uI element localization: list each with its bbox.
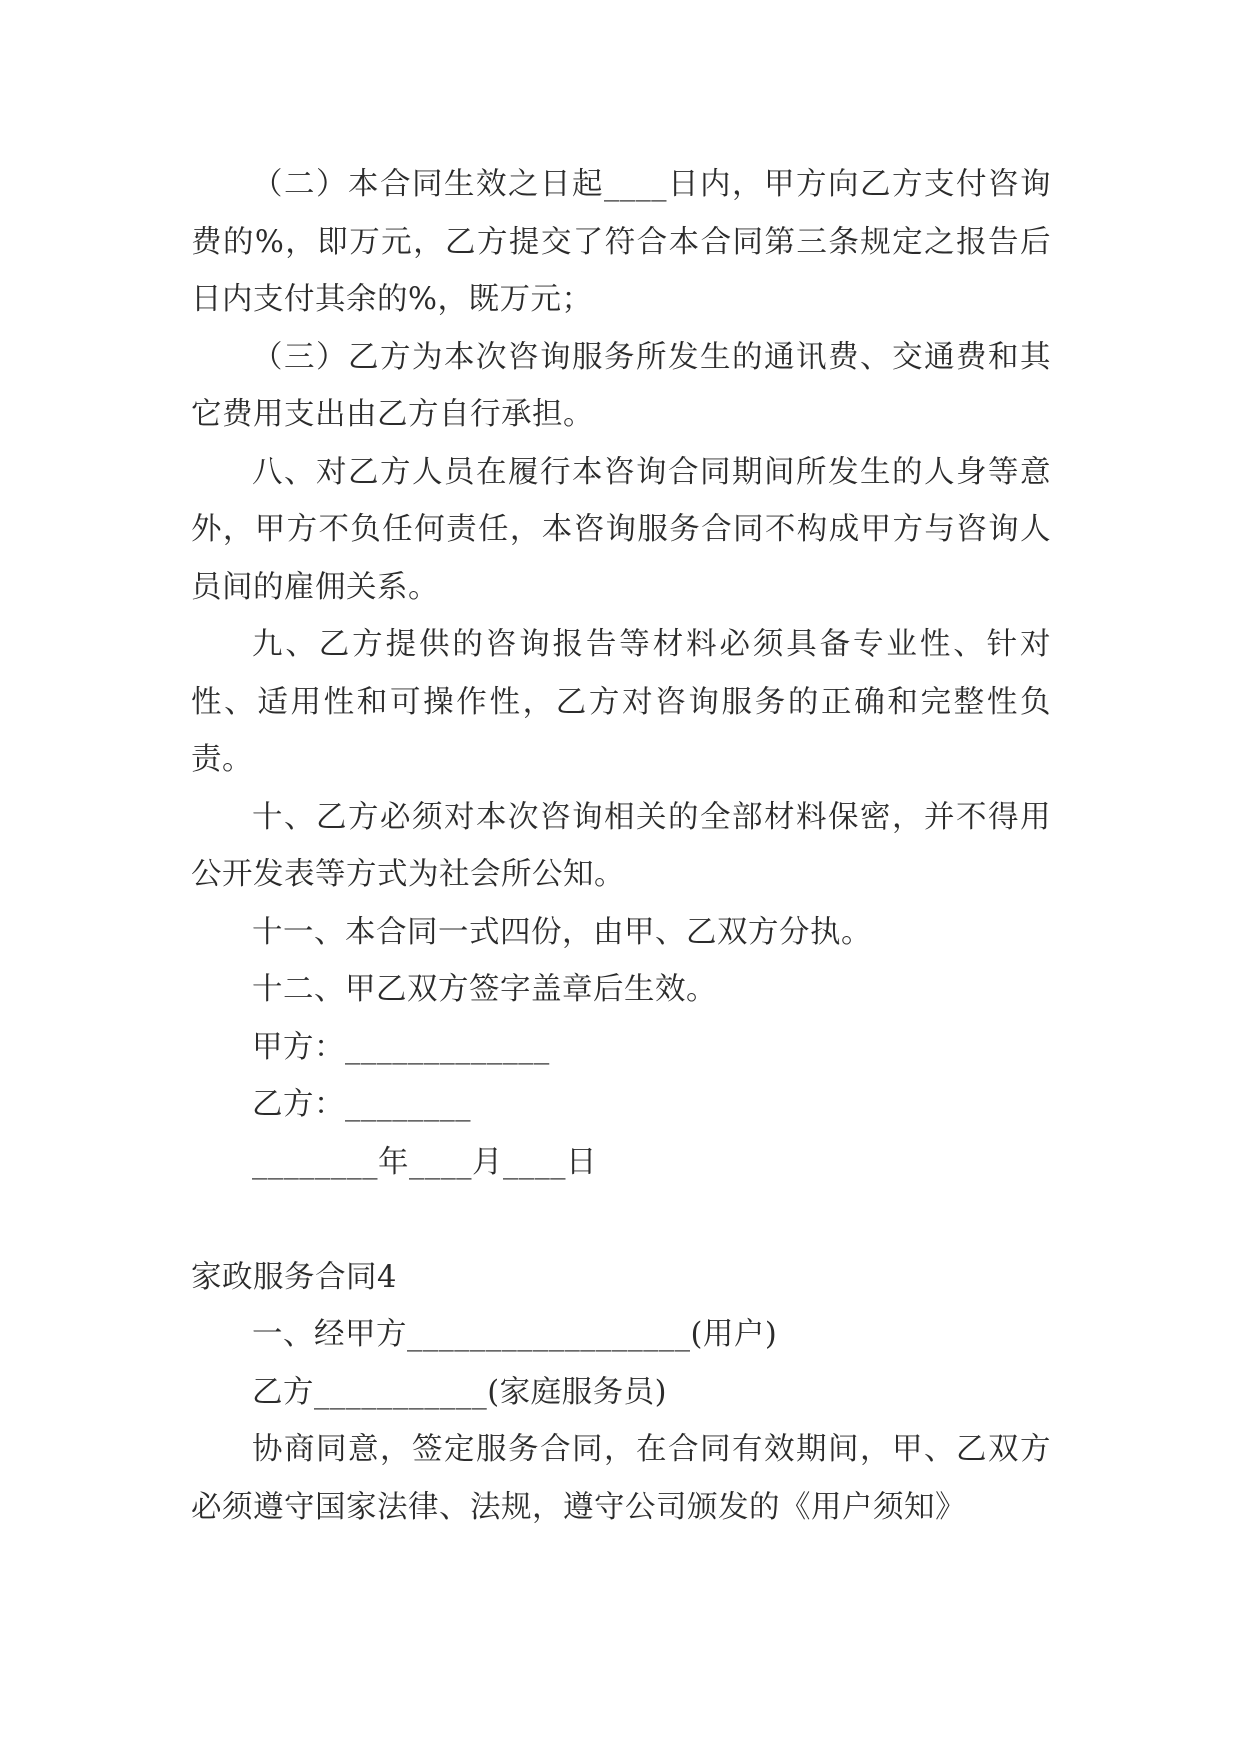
section-title: 家政服务合同4: [191, 1259, 397, 1295]
paragraph-clause-eleven: 十一、本合同一式四份，由甲、乙双方分执。: [252, 914, 872, 950]
document-body: [191, 156, 1051, 1536]
paragraph-clause-eight: 八、对乙方人员在履行本咨询合同期间所发生的人身等意外，甲方不负任何责任，本咨询服务合同不构成甲方与咨询人员间的雇佣关系。: [191, 454, 1051, 605]
section-party-a: 一、经甲方__________________(用户): [252, 1317, 778, 1352]
section-party-b: 乙方___________(家庭服务员): [252, 1374, 668, 1410]
paragraph-clause-ten: 十、乙方必须对本次咨询相关的全部材料保密，并不得用公开发表等方式为社会所公知。: [191, 799, 1051, 892]
signature-party-b: 乙方：________: [252, 1087, 471, 1122]
section-agreement-text: 协商同意，签定服务合同，在合同有效期间，甲、乙双方必须遵守国家法律、法规，遵守公司颁发的《用户须知》: [191, 1432, 1051, 1525]
signature-date: ________年____月____日: [252, 1144, 597, 1180]
paragraph-expense-terms: （三）乙方为本次咨询服务所发生的通讯费、交通费和其它费用支出由乙方自行承担。: [191, 339, 1051, 432]
signature-party-a: 甲方：_____________: [252, 1029, 550, 1065]
section-spacer: [191, 1191, 1051, 1249]
paragraph-payment-terms: （二）本合同生效之日起____日内，甲方向乙方支付咨询费的%，即万元，乙方提交了符合本合同第三条规定之报告后日内支付其余的%，既万元；: [191, 167, 1051, 317]
paragraph-clause-twelve: 十二、甲乙双方签字盖章后生效。: [252, 972, 717, 1007]
paragraph-clause-nine: 九、乙方提供的咨询报告等材料必须具备专业性、针对性、适用性和可操作性，乙方对咨询服务的正确和完整性负责。: [191, 627, 1051, 777]
